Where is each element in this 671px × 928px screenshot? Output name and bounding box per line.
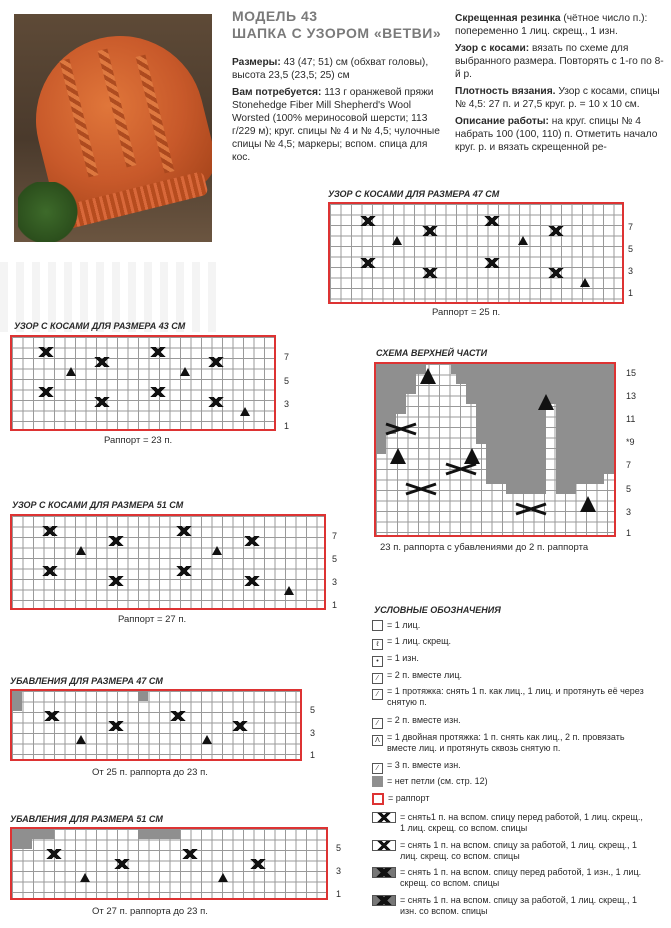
ssk-icon: ⁄ (372, 689, 383, 700)
row-number: 1 (332, 600, 338, 610)
no-stitch-area (376, 364, 426, 454)
row-number: 5 (336, 843, 342, 853)
chart-grid-size47 (328, 202, 624, 304)
cable-cross (236, 576, 268, 586)
model-number: МОДЕЛЬ 43 (232, 8, 318, 24)
cable-cross (168, 526, 200, 536)
left-cross-icon (372, 812, 396, 823)
cable-cross (162, 711, 194, 721)
chart-grid-size51 (10, 514, 326, 610)
rib-label: Скрещенная резинка (455, 13, 561, 24)
no-stitch-cell (138, 691, 148, 701)
decrease-mark (76, 735, 86, 744)
legend-item (372, 867, 650, 889)
desc-text: на круг. спицы № 4 набрать 100 (100, 110) п. Отметить начало круг. р. и вязать скрещенной ре- (455, 116, 658, 153)
legend-text: = 3 п. вместе изн. (387, 760, 461, 770)
instructions-text (455, 12, 665, 158)
legend-text: = раппорт (388, 793, 430, 803)
grid-cells (12, 691, 300, 759)
rib-note: (чётное число п.): (563, 13, 648, 24)
legend-item (372, 840, 650, 862)
chart-title-dec47: УБАВЛЕНИЯ ДЛЯ РАЗМЕРА 47 СМ (10, 676, 163, 686)
top-chart-shape (376, 364, 614, 535)
chart-title-top: СХЕМА ВЕРХНЕЙ ЧАСТИ (376, 348, 488, 358)
legend-text: = 2 п. вместе изн. (387, 715, 461, 725)
row-number: 5 (332, 554, 338, 564)
legend-item (372, 686, 647, 708)
cable-cross (476, 258, 508, 268)
no-stitch-cell (138, 829, 180, 839)
row-number: 3 (310, 728, 316, 738)
legend-text: = снять 1 п. на вспом. спицу перед работой, 1 изн., 1 лиц. скрещ. со вспом. спицы (400, 867, 642, 888)
no-stitch-cell (12, 691, 22, 701)
hat-photo (14, 14, 212, 242)
row-number: 13 (626, 391, 637, 401)
cable-cross (352, 258, 384, 268)
double-decrease-mark (390, 448, 406, 464)
row-number: 1 (336, 889, 342, 899)
legend-text: = 1 лиц. скрещ. (387, 636, 452, 646)
no-stitch-cell (12, 701, 22, 711)
cable-cross (200, 397, 232, 407)
legend-text: = снять1 п. на вспом. спицу перед работой, 1 лиц. скрещ., 1 лиц. скрещ. со вспом. спицы (400, 812, 643, 833)
row-number: 7 (626, 460, 632, 470)
row-number: 3 (284, 399, 290, 409)
rib-text: попеременно 1 лиц. скрещ., 1 изн. (455, 26, 618, 37)
row-number: 3 (628, 266, 634, 276)
row-number: 1 (628, 288, 634, 298)
legend-text: = 1 лиц. (387, 620, 421, 630)
decrease-mark (202, 735, 212, 744)
legend-text: = снять 1 п. на вспом. спицу за работой, 1 лиц. скрещ., 1 лиц. скрещ. со вспом. спицы (400, 840, 638, 861)
cable-cross (86, 397, 118, 407)
knit-icon (372, 620, 383, 631)
decrease-mark (76, 546, 86, 555)
decrease-mark (212, 546, 222, 555)
chart-grid-size43 (10, 335, 276, 431)
cable-cross (142, 347, 174, 357)
grid-cells (12, 829, 326, 898)
desc-label: Описание работы: (455, 116, 549, 127)
cable-label: Узор с косами: (455, 43, 530, 54)
row-number: 5 (310, 705, 316, 715)
cable-cross (30, 347, 62, 357)
materials-text: 113 г оранжевой пряжи Stonehedge Fiber Mill Shepherd's Wool Worsted (100% мериносовой шерсти; 113 г/229 м); круг. спицы № 4 и № 4,5; чулочные спицы № 4,5; маркеры; вспом. спица для кос. (232, 87, 440, 163)
cable-cross (236, 536, 268, 546)
no-stitch-cell (12, 829, 54, 839)
pine-branch (18, 182, 88, 242)
legend-text: = 1 двойная протяжка: 1 п. снять как лиц., 2 п. провязать вместе лиц. и протянуть сквозь снятую п. (387, 732, 625, 753)
p2tog-icon: ⁄ (372, 718, 383, 729)
repeat-frame-icon (372, 793, 384, 805)
row-number: 7 (628, 222, 634, 232)
p3tog-icon: ⁄ (372, 763, 383, 774)
cable-cross (34, 526, 66, 536)
purl-icon: • (372, 656, 383, 667)
cable-cross (106, 859, 138, 869)
double-decrease-mark (464, 448, 480, 464)
sizes-text: 43 (47; 51) см (обхват головы), высота 23,5 (23,5; 25) см (232, 57, 429, 81)
decrease-mark (80, 873, 90, 882)
decrease-mark (392, 236, 402, 245)
cable-cross (142, 387, 174, 397)
row-number: 3 (626, 507, 632, 517)
cable-cross (30, 387, 62, 397)
decrease-mark (66, 367, 76, 376)
row-number: 15 (626, 368, 637, 378)
row-number: 5 (626, 484, 632, 494)
chart-caption-dec47: От 25 п. раппорта до 23 п. (92, 767, 208, 778)
row-number: 3 (332, 577, 338, 587)
no-stitch-cell (12, 839, 32, 849)
legend-item (372, 793, 648, 806)
legend-item (372, 636, 647, 650)
row-number: 5 (284, 376, 290, 386)
row-number: *9 (626, 437, 635, 447)
gauge-text: Узор с косами, спицы № 4,5: 27 п. и 27,5 круг. р. = 10 х 10 см. (455, 86, 660, 110)
chart-caption-size43: Раппорт = 23 п. (104, 435, 173, 446)
legend-item (372, 895, 650, 917)
chart-grid-dec51 (10, 827, 328, 900)
cable-cross (100, 721, 132, 731)
legend-text: = нет петли (см. стр. 12) (387, 776, 488, 786)
cable-cross (540, 226, 572, 236)
legend-item (372, 670, 647, 684)
cable-text: вязать по схеме для выбранного размера. Повторять с 1-го по 8-й р. (455, 43, 664, 80)
k2tog-icon: ⁄ (372, 673, 383, 684)
row-number: 1 (284, 421, 290, 431)
chart-title-dec51: УБАВЛЕНИЯ ДЛЯ РАЗМЕРА 51 СМ (10, 814, 163, 824)
row-number: 1 (626, 528, 632, 538)
twisted-knit-icon: ℓ (372, 639, 383, 650)
right-cross-icon (372, 840, 396, 851)
legend-item (372, 760, 647, 774)
double-decrease-icon: Λ (372, 735, 383, 746)
row-number: 11 (626, 414, 636, 424)
materials-label: Вам потребуется: (232, 87, 322, 98)
chart-title-size47: УЗОР С КОСАМИ ДЛЯ РАЗМЕРА 47 СМ (328, 189, 500, 199)
cable-cross (476, 216, 508, 226)
no-stitch-icon (372, 776, 383, 787)
page-title: ШАПКА С УЗОРОМ «ВЕТВИ» (232, 25, 442, 41)
double-decrease-mark (580, 496, 596, 512)
cable-cross (352, 216, 384, 226)
gauge-label: Плотность вязания. (455, 86, 556, 97)
chart-caption-dec51: От 27 п. раппорта до 23 п. (92, 906, 208, 917)
row-number: 1 (310, 750, 316, 760)
cable-cross (242, 859, 274, 869)
decrease-mark (518, 236, 528, 245)
legend-text: = снять 1 п. на вспом. спицу за работой, 1 лиц. скрещ., 1 изн. со вспом. спицы (400, 895, 638, 916)
chart-title-size51: УЗОР С КОСАМИ ДЛЯ РАЗМЕРА 51 СМ (12, 500, 184, 510)
cable-cross (100, 576, 132, 586)
cable-cross (168, 566, 200, 576)
row-number: 3 (336, 866, 342, 876)
decrease-mark (284, 586, 294, 595)
cable-cross (100, 536, 132, 546)
decrease-mark (240, 407, 250, 416)
chart-title-size43: УЗОР С КОСАМИ ДЛЯ РАЗМЕРА 43 СМ (14, 321, 186, 331)
legend-text: = 1 изн. (387, 653, 419, 663)
row-number: 7 (332, 531, 338, 541)
legend-item (372, 620, 647, 632)
decrease-mark (580, 278, 590, 287)
cable-cross (200, 357, 232, 367)
intro-text (232, 56, 447, 168)
legend-item (372, 812, 650, 834)
cable-cross (36, 711, 68, 721)
cable-cross (414, 268, 446, 278)
chart-caption-size47: Раппорт = 25 п. (432, 307, 501, 318)
cable-cross (34, 566, 66, 576)
cable-cross (38, 849, 70, 859)
row-number: 7 (284, 352, 290, 362)
right-purl-cross-icon (372, 895, 396, 906)
legend-item (372, 653, 647, 667)
chart-caption-size51: Раппорт = 27 п. (118, 614, 187, 625)
cable-cross (86, 357, 118, 367)
row-number: 5 (628, 244, 634, 254)
chart-grid-top (374, 362, 616, 537)
cable-cross (174, 849, 206, 859)
chart-grid-dec47 (10, 689, 302, 761)
legend-text: = 1 протяжка: снять 1 п. как лиц., 1 лиц. и протянуть её через снятую п. (387, 686, 644, 707)
cable-cross (224, 721, 256, 731)
decrease-mark (180, 367, 190, 376)
legend-item (372, 776, 647, 788)
cable-cross (414, 226, 446, 236)
decrease-mark (218, 873, 228, 882)
sizes-label: Размеры: (232, 57, 281, 68)
chart-caption-top: 23 п. раппорта с убавлениями до 2 п. раппорта (380, 542, 589, 553)
left-purl-cross-icon (372, 867, 396, 878)
legend-text: = 2 п. вместе лиц. (387, 670, 462, 680)
legend-title: УСЛОВНЫЕ ОБОЗНАЧЕНИЯ (374, 605, 501, 615)
legend-item (372, 732, 647, 754)
legend-item (372, 715, 647, 729)
cable-cross (540, 268, 572, 278)
